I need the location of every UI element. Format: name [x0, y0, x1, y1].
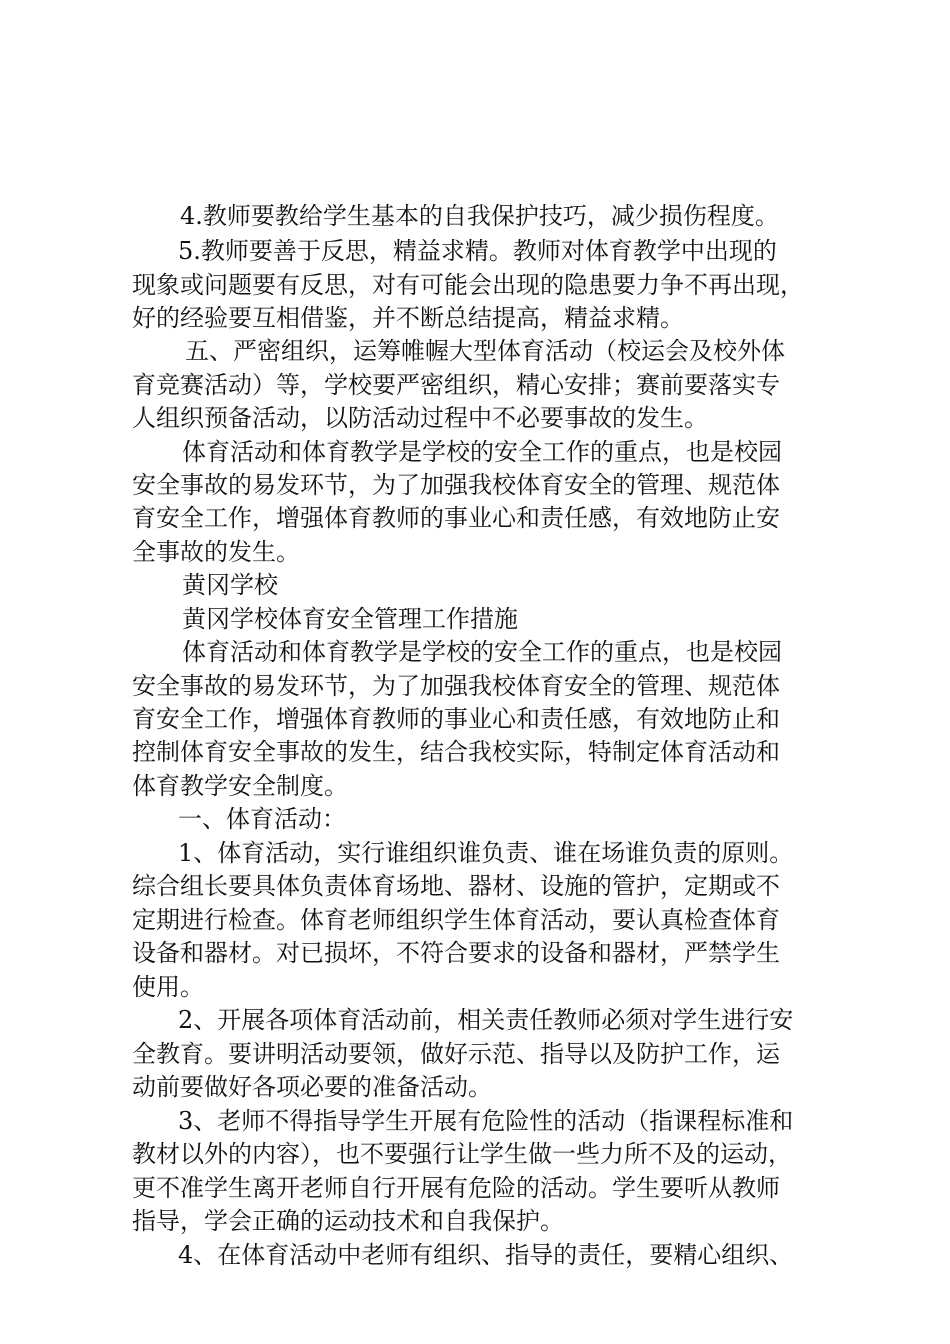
- text-line: 全事故的发生。: [132, 538, 300, 566]
- text-line: 体育教学安全制度。: [132, 772, 348, 800]
- text-line: 安全事故的易发环节，为了加强我校体育安全的管理、规范体: [132, 471, 780, 499]
- text-line: 综合组长要具体负责体育场地、器材、设施的管护，定期或不: [132, 872, 780, 900]
- text-line: 人组织预备活动，以防活动过程中不必要事故的发生。: [132, 404, 708, 432]
- text-line: 育安全工作，增强体育教师的事业心和责任感，有效地防止和: [132, 705, 780, 733]
- text-line: 2、开展各项体育活动前，相关责任教师必须对学生进行安: [178, 1006, 794, 1034]
- text-line: 4、在体育活动中老师有组织、指导的责任，要精心组织、: [178, 1241, 794, 1269]
- text-line: 黄冈学校: [182, 571, 278, 599]
- text-line: 全教育。要讲明活动要领，做好示范、指导以及防护工作，运: [132, 1040, 780, 1068]
- text-line: 指导，学会正确的运动技术和自我保护。: [132, 1207, 564, 1235]
- text-line: 安全事故的易发环节，为了加强我校体育安全的管理、规范体: [132, 672, 780, 700]
- text-line: 控制体育安全事故的发生，结合我校实际，特制定体育活动和: [132, 738, 780, 766]
- text-line: 五、严密组织，运筹帷幄大型体育活动（校运会及校外体: [185, 337, 785, 365]
- text-line: 定期进行检查。体育老师组织学生体育活动，要认真检查体育: [132, 906, 780, 934]
- text-line: 现象或问题要有反思，对有可能会出现的隐患要力争不再出现，: [132, 271, 804, 299]
- text-line: 育竞赛活动）等，学校要严密组织，精心安排；赛前要落实专: [132, 371, 780, 399]
- text-line: 更不准学生离开老师自行开展有危险的活动。学生要听从教师: [132, 1174, 780, 1202]
- text-line: 3、老师不得指导学生开展有危险性的活动（指课程标准和: [178, 1107, 794, 1135]
- text-line: 好的经验要互相借鉴，并不断总结提高，精益求精。: [132, 304, 684, 332]
- text-line: 4.教师要教给学生基本的自我保护技巧，减少损伤程度。: [180, 202, 779, 230]
- text-line: 设备和器材。对已损坏，不符合要求的设备和器材，严禁学生: [132, 939, 780, 967]
- text-line: 5.教师要善于反思，精益求精。教师对体育教学中出现的: [178, 237, 777, 265]
- text-line: 一、体育活动：: [178, 805, 346, 833]
- text-line: 1、体育活动，实行谁组织谁负责、谁在场谁负责的原则。: [178, 839, 794, 867]
- text-line: 体育活动和体育教学是学校的安全工作的重点，也是校园: [182, 638, 782, 666]
- text-line: 黄冈学校体育安全管理工作措施: [182, 605, 518, 633]
- text-line: 育安全工作，增强体育教师的事业心和责任感，有效地防止安: [132, 504, 780, 532]
- text-line: 体育活动和体育教学是学校的安全工作的重点，也是校园: [182, 438, 782, 466]
- text-line: 使用。: [132, 973, 204, 1001]
- text-line: 教材以外的内容），也不要强行让学生做一些力所不及的运动，: [132, 1140, 792, 1168]
- text-line: 动前要做好各项必要的准备活动。: [132, 1073, 492, 1101]
